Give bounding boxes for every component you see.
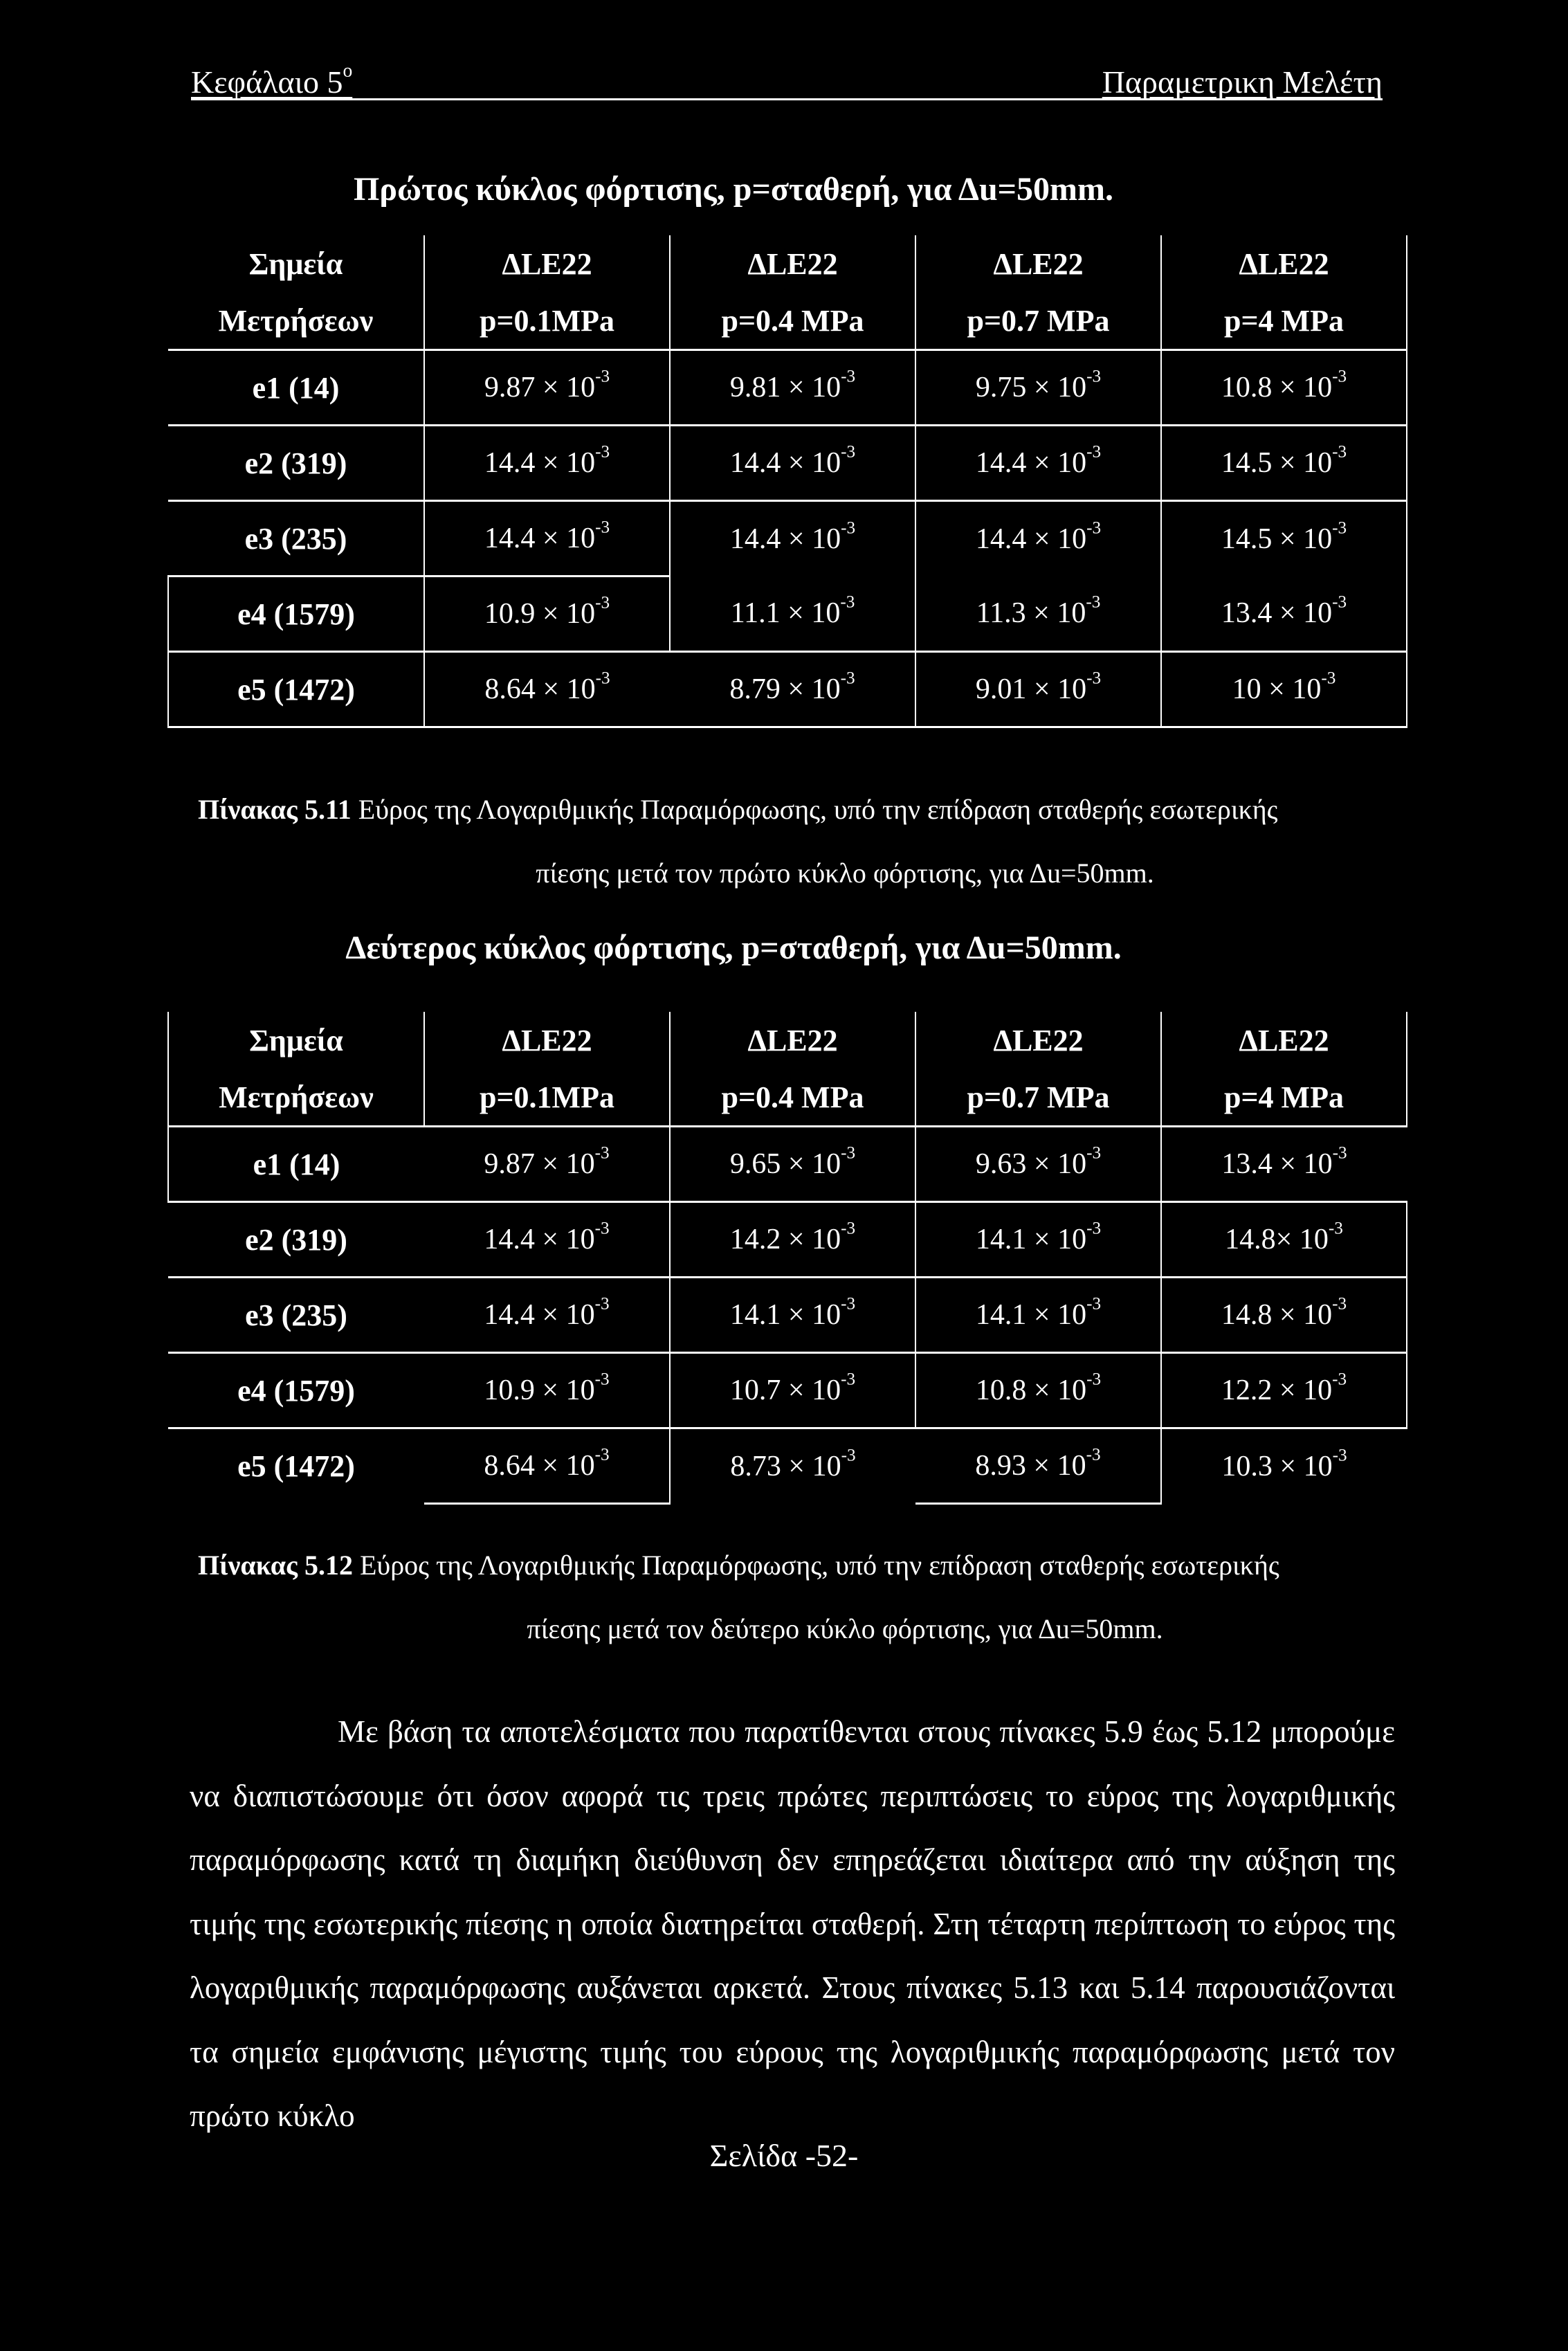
body-paragraph: Με βάση τα αποτελέσματα που παρατίθενται στους πίνακες 5.9 έως 5.12 μπορούμε να διαπιστώσουμε ότι όσον αφορά τις τρεις πρώτες περιπτώσεις το εύρος της λογαριθμικής παραμόρφωσης κατά τη διαμήκη διεύθυνση δεν επηρεάζεται ιδιαίτερα από την αύξηση της τιμής της εσωτερικής πίεσης η οποία διατηρείται σταθερή. Στη τέταρτη περίπτωση το εύρος της λογαριθμικής παραμόρφωσης αυξάνεται αρκετά. Στους πίνακες 5.13 και 5.14 παρουσιάζονται τα σημεία εμφάνισης μέγιστης τιμής του εύρους της λογαριθμικής παραμόρφωσης μετά τον πρώτο κύκλο [190,1714,1395,2133]
table1 [167,235,1407,728]
table2-value-cell: $9.65 \times 10^{-3}$ [670,1127,915,1202]
table1-caption-label: Πίνακας 5.11 [198,794,352,825]
table2-point-cell: e1 (14) [168,1127,424,1202]
table1-header-row-2 [168,292,1407,350]
table2-header-row-2 [168,1069,1407,1127]
header-section: Παραμετρικη Μελέτη [1102,64,1383,100]
table2-header-cell: p=0.7 MPa [915,1069,1161,1127]
table2-title: Δεύτερος κύκλος φόρτισης, p=σταθερή, για Δu=50mm. [345,929,1122,966]
table2-value-cell: $10.9 \times 10^{-3}$ [424,1353,670,1428]
table1-header-cell: Μετρήσεων [168,292,424,350]
table1-header-cell: p=0.7 MPa [915,292,1161,350]
table2-header-cell: ΔLE22 [424,1012,670,1069]
table1-value-cell: $14.4 \times 10^{-3}$ [915,426,1161,501]
table1-header-cell: ΔLE22 [1161,235,1407,292]
table2-value-cell: $14.2 \times 10^{-3}$ [670,1202,915,1278]
table1-value-cell: $14.4 \times 10^{-3}$ [424,501,670,577]
table1-value-cell: $9.01 \times 10^{-3}$ [915,652,1161,727]
table2-header-cell: Σημεία [168,1012,424,1069]
table-row [168,1428,1407,1504]
table1-header-cell: ΔLE22 [670,235,915,292]
table2-value-cell: $14.1 \times 10^{-3}$ [670,1278,915,1353]
table1-value-cell: $14.4 \times 10^{-3}$ [424,426,670,501]
table2-value-cell: $8.93 \times 10^{-3}$ [915,1428,1161,1504]
table1-value-cell: $14.4 \times 10^{-3}$ [670,501,915,577]
table2-header-cell: p=4 MPa [1161,1069,1407,1127]
header-chapter-superscript: ο [343,59,353,81]
table2-point-cell: e5 (1472) [237,1449,355,1484]
table2-value-cell: $9.63 \times 10^{-3}$ [915,1127,1161,1202]
table2-caption-line1: Εύρος της Λογαριθμικής Παραμόρφωσης, υπό την επίδραση σταθερής εσωτερικής [359,1550,1279,1581]
table2-point-cell: e2 (319) [168,1202,424,1278]
table1-value-cell: $11.1 \times 10^{-3}$ [670,577,915,652]
table1-value-cell: $9.75 \times 10^{-3}$ [915,350,1161,426]
table1-point-cell: e2 (319) [168,426,424,501]
table2-point-cell: e4 (1579) [168,1353,424,1428]
page-number: Σελίδα -52- [709,2138,859,2173]
table1-value-cell: $8.79 \times 10^{-3}$ [670,652,915,727]
table2-value-cell: $14.8\times 10^{-3}$ [1161,1202,1407,1278]
table-row [168,426,1407,501]
table1-caption [198,778,1416,905]
table1-title: Πρώτος κύκλος φόρτισης, p=σταθερή, για Δu=50mm. [354,171,1113,208]
table2-value-cell: $14.4 \times 10^{-3}$ [424,1202,670,1278]
table2-value-cell: $13.4 \times 10^{-3}$ [1161,1127,1407,1202]
table2-point-cell: e3 (235) [168,1278,424,1353]
table1-value-cell: $8.64 \times 10^{-3}$ [424,652,670,727]
table1-value-cell: $10 \times 10^{-3}$ [1161,652,1407,727]
table-row [168,350,1407,426]
table2-value-cell: $14.1 \times 10^{-3}$ [915,1278,1161,1353]
table2-header-row-1 [168,1012,1407,1069]
header-chapter [191,59,353,100]
table2-value-cell: $14.4 \times 10^{-3}$ [424,1278,670,1353]
table2-header-cell: ΔLE22 [915,1012,1161,1069]
table1-point-cell: e4 (1579) [168,577,424,652]
table2-value-cell: $10.8 \times 10^{-3}$ [915,1353,1161,1428]
table1-value-cell: $10.9 \times 10^{-3}$ [424,577,670,652]
table1-header-row-1 [168,235,1407,292]
table2-header-cell: p=0.1MPa [424,1069,670,1127]
table2-value-cell: $14.8 \times 10^{-3}$ [1161,1278,1407,1353]
table2-header-cell: Μετρήσεων [168,1069,424,1127]
table1-point-cell: e1 (14) [168,350,424,426]
table2-value-cell: $12.2 \times 10^{-3}$ [1161,1353,1407,1428]
table1-point-cell: e3 (235) [244,521,347,556]
table-row [168,1353,1407,1428]
table1-header-cell: p=4 MPa [1161,292,1407,350]
table2-header-cell: ΔLE22 [1161,1012,1407,1069]
table2-caption-line2: πίεσης μετά τον δεύτερο κύκλο φόρτισης, για Δu=50mm. [527,1613,1163,1644]
table2-value-cell: $8.64 \times 10^{-3}$ [424,1428,670,1504]
table1-value-cell: $14.4 \times 10^{-3}$ [915,501,1161,577]
table-row [168,577,1407,652]
table1-caption-line1: Εύρος της Λογαριθμικής Παραμόρφωσης, υπό την επίδραση σταθερής εσωτερικής [358,794,1278,825]
table1-header-cell: p=0.1MPa [424,292,670,350]
table2-value-cell: $14.1 \times 10^{-3}$ [915,1202,1161,1278]
table1-point-cell: e5 (1472) [168,652,424,727]
table1-header-cell: ΔLE22 [424,235,670,292]
table2-header-cell: p=0.4 MPa [670,1069,915,1127]
table-row [168,1278,1407,1353]
table1-value-cell: $10.8 \times 10^{-3}$ [1161,350,1407,426]
table-row [168,501,1407,577]
header-rule [191,98,1383,100]
header-chapter-text: Κεφάλαιο 5 [191,64,343,100]
table1-value-cell: $9.81 \times 10^{-3}$ [670,350,915,426]
table2 [167,1012,1407,1505]
table2-value-cell: $8.73 \times 10^{-3}$ [670,1428,915,1504]
table2-value-cell: $10.7 \times 10^{-3}$ [670,1353,915,1428]
table1-value-cell: $14.4 \times 10^{-3}$ [670,426,915,501]
table2-caption-label: Πίνακας 5.12 [198,1550,353,1581]
table1-header-cell: Σημεία [248,246,343,281]
table-row [168,1202,1407,1278]
table1-value-cell: $9.87 \times 10^{-3}$ [424,350,670,426]
table1-header-cell: ΔLE22 [915,235,1161,292]
table2-value-cell: $10.3 \times 10^{-3}$ [1161,1428,1407,1504]
table2-header-cell: ΔLE22 [670,1012,915,1069]
table1-caption-line2: πίεσης μετά τον πρώτο κύκλο φόρτισης, για Δu=50mm. [536,857,1154,889]
table1-value-cell: $13.4 \times 10^{-3}$ [1161,577,1407,652]
table1-header-cell: p=0.4 MPa [670,292,915,350]
table1-value-cell: $14.5 \times 10^{-3}$ [1161,501,1407,577]
table-row [168,1127,1407,1202]
table-row [168,652,1407,727]
table1-value-cell: $11.3 \times 10^{-3}$ [915,577,1161,652]
table2-value-cell: $9.87 \times 10^{-3}$ [424,1127,670,1202]
table1-value-cell: $14.5 \times 10^{-3}$ [1161,426,1407,501]
table2-caption [198,1534,1416,1661]
